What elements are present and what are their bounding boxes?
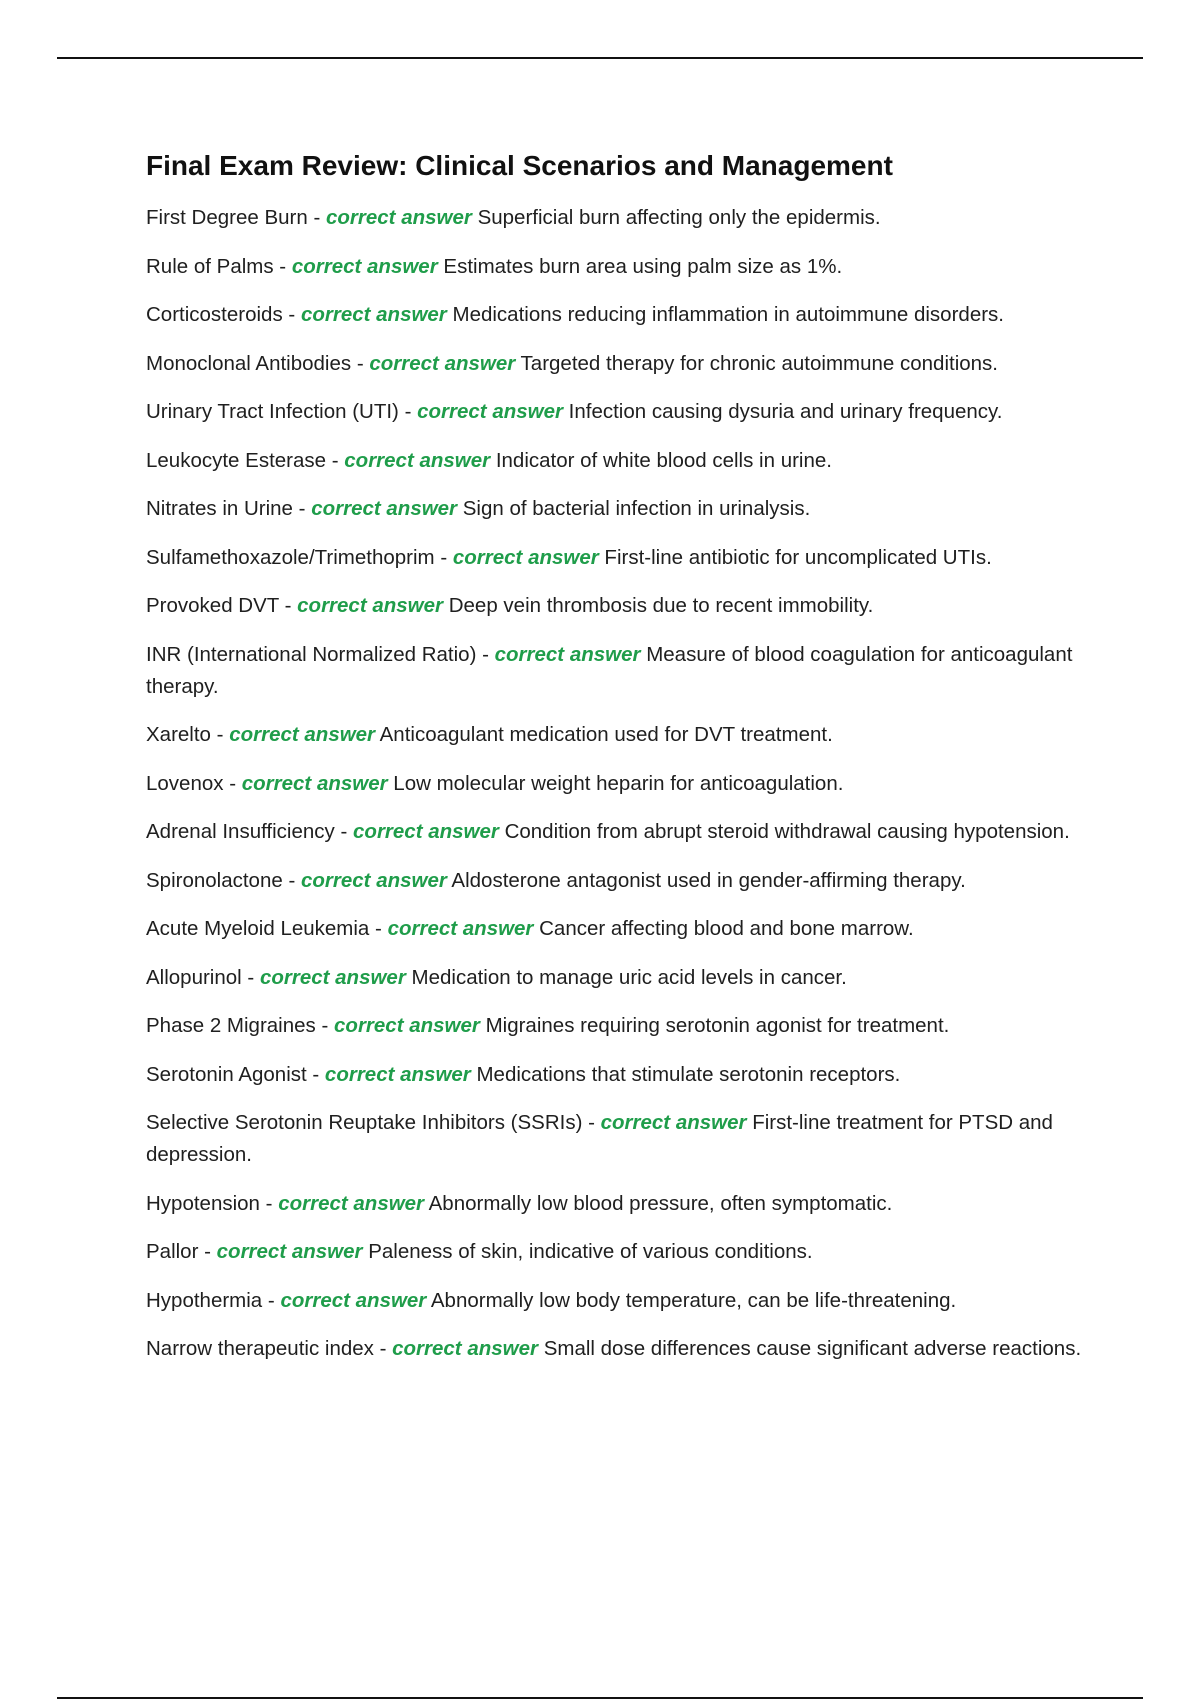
entry-term: Serotonin Agonist xyxy=(146,1062,307,1086)
flashcard-entry xyxy=(146,768,1086,800)
entry-definition: Superficial burn affecting only the epidermis. xyxy=(477,206,881,229)
flashcard-entry xyxy=(146,913,1086,945)
entry-term: Adrenal Insufficiency xyxy=(146,820,335,843)
entry-term: Hypotension xyxy=(146,1191,260,1215)
correct-answer-label: correct answer xyxy=(229,723,376,746)
flashcard-entry xyxy=(146,816,1086,848)
entry-term: INR (International Normalized Ratio) xyxy=(146,642,477,666)
entry-definition: Abnormally low body temperature, can be life-threatening. xyxy=(430,1288,957,1312)
document-title: Final Exam Review: Clinical Scenarios and Management xyxy=(146,150,893,181)
flashcard-entry xyxy=(146,1059,1086,1091)
entry-separator: - xyxy=(282,868,301,892)
correct-answer-label: correct answer xyxy=(600,1111,747,1134)
flashcard-entry xyxy=(146,1010,1086,1042)
entry-separator: - xyxy=(262,1288,281,1312)
entry-separator: - xyxy=(223,771,242,795)
flashcard-entry xyxy=(146,590,1086,622)
entry-definition: Cancer affecting blood and bone marrow. xyxy=(539,917,914,940)
flashcard-entry xyxy=(146,1285,1086,1317)
entry-term: First Degree Burn xyxy=(146,206,308,229)
entry-separator: - xyxy=(210,723,230,746)
entry-term: Lovenox xyxy=(146,771,224,795)
entry-definition: Deep vein thrombosis due to recent immobility. xyxy=(448,594,874,617)
correct-answer-label: correct answer xyxy=(369,351,516,375)
entry-separator: - xyxy=(398,400,418,423)
flashcard-entry xyxy=(146,396,1086,428)
entry-term: Leukocyte Esterase xyxy=(146,448,327,472)
flashcard-entry xyxy=(146,962,1086,994)
entry-definition: Low molecular weight heparin for anticoagulation. xyxy=(393,771,844,795)
footer-rule xyxy=(57,1697,1143,1699)
entry-definition: Paleness of skin, indicative of various conditions. xyxy=(368,1240,813,1263)
entry-separator: - xyxy=(351,351,370,375)
entry-term: Sulfamethoxazole/Trimethoprim xyxy=(146,545,435,569)
correct-answer-label: correct answer xyxy=(291,254,438,278)
entry-separator: - xyxy=(198,1240,217,1263)
correct-answer-label: correct answer xyxy=(300,303,447,326)
entry-term: Provoked DVT xyxy=(146,594,279,617)
correct-answer-label: correct answer xyxy=(216,1240,363,1263)
correct-answer-label: correct answer xyxy=(297,594,444,617)
entry-definition: Infection causing dysuria and urinary frequency. xyxy=(568,400,1003,423)
flashcard-entry xyxy=(146,1236,1086,1268)
entry-definition: Targeted therapy for chronic autoimmune conditions. xyxy=(520,351,999,375)
entry-term: Narrow therapeutic index xyxy=(146,1337,374,1360)
entry-separator: - xyxy=(326,448,345,472)
flashcard-entry xyxy=(146,493,1086,525)
entry-term: Rule of Palms xyxy=(146,254,274,278)
entry-definition: Medications that stimulate serotonin receptors. xyxy=(476,1062,901,1086)
entry-separator: - xyxy=(582,1111,601,1134)
header-rule xyxy=(57,57,1143,59)
entry-definition: Anticoagulant medication used for DVT treatment. xyxy=(379,723,833,746)
entry-term: Corticosteroids xyxy=(146,303,283,326)
entry-definition: Estimates burn area using palm size as 1%. xyxy=(443,254,843,278)
entry-definition: First-line treatment for PTSD and depression. xyxy=(146,1111,1053,1166)
correct-answer-label: correct answer xyxy=(452,545,599,569)
entry-term: Allopurinol xyxy=(146,965,242,989)
entry-term: Phase 2 Migraines xyxy=(146,1014,316,1037)
entry-separator: - xyxy=(273,254,292,278)
correct-answer-label: correct answer xyxy=(334,1014,480,1037)
correct-answer-label: correct answer xyxy=(417,400,563,423)
flashcard-list xyxy=(146,202,1086,1365)
entry-term: Pallor xyxy=(146,1240,199,1263)
entry-separator: - xyxy=(434,545,453,569)
correct-answer-label: correct answer xyxy=(259,965,406,989)
entry-definition: Medication to manage uric acid levels in cancer. xyxy=(411,965,847,989)
entry-separator: - xyxy=(282,303,301,326)
entry-definition: Measure of blood coagulation for anticoagulant therapy. xyxy=(146,642,1073,698)
entry-term: Acute Myeloid Leukemia xyxy=(146,917,370,940)
correct-answer-label: correct answer xyxy=(392,1337,538,1360)
correct-answer-label: correct answer xyxy=(324,1062,471,1086)
entry-term: Nitrates in Urine xyxy=(146,497,293,520)
flashcard-entry xyxy=(146,1107,1086,1171)
entry-definition: Migraines requiring serotonin agonist for treatment. xyxy=(485,1014,950,1037)
entry-separator: - xyxy=(259,1191,279,1215)
document-body xyxy=(146,148,1086,1382)
correct-answer-label: correct answer xyxy=(326,206,472,229)
entry-definition: Condition from abrupt steroid withdrawal causing hypotension. xyxy=(504,820,1070,843)
entry-definition: Sign of bacterial infection in urinalysis. xyxy=(462,497,811,520)
entry-term: Urinary Tract Infection (UTI) xyxy=(146,400,399,423)
correct-answer-label: correct answer xyxy=(300,868,447,892)
flashcard-entry xyxy=(146,639,1086,703)
flashcard-entry xyxy=(146,719,1086,751)
entry-separator: - xyxy=(278,594,298,617)
correct-answer-label: correct answer xyxy=(241,771,388,795)
entry-separator: - xyxy=(292,497,312,520)
entry-separator: - xyxy=(369,917,388,940)
correct-answer-label: correct answer xyxy=(344,448,491,472)
flashcard-entry xyxy=(146,348,1086,380)
correct-answer-label: correct answer xyxy=(387,917,534,940)
entry-definition: Indicator of white blood cells in urine. xyxy=(495,448,832,472)
correct-answer-label: correct answer xyxy=(311,497,458,520)
flashcard-entry xyxy=(146,251,1086,283)
entry-separator: - xyxy=(307,206,326,229)
entry-separator: - xyxy=(476,642,495,666)
entry-term: Xarelto xyxy=(146,723,211,746)
correct-answer-label: correct answer xyxy=(280,1288,427,1312)
entry-definition: Aldosterone antagonist used in gender-affirming therapy. xyxy=(451,868,966,892)
correct-answer-label: correct answer xyxy=(278,1191,425,1215)
flashcard-entry xyxy=(146,1333,1086,1365)
entry-separator: - xyxy=(373,1337,393,1360)
flashcard-entry xyxy=(146,299,1086,331)
entry-definition: Abnormally low blood pressure, often symptomatic. xyxy=(428,1191,893,1215)
entry-term: Spironolactone xyxy=(146,868,283,892)
entry-separator: - xyxy=(241,965,260,989)
entry-term: Hypothermia xyxy=(146,1288,263,1312)
flashcard-entry xyxy=(146,542,1086,574)
entry-definition: Small dose differences cause significant adverse reactions. xyxy=(543,1337,1082,1360)
entry-definition: Medications reducing inflammation in autoimmune disorders. xyxy=(452,303,1004,326)
entry-separator: - xyxy=(315,1014,335,1037)
flashcard-entry xyxy=(146,1188,1086,1220)
flashcard-entry xyxy=(146,865,1086,897)
flashcard-entry xyxy=(146,445,1086,477)
correct-answer-label: correct answer xyxy=(353,820,499,843)
flashcard-entry xyxy=(146,202,1086,234)
entry-separator: - xyxy=(306,1062,325,1086)
entry-term: Selective Serotonin Reuptake Inhibitors (SSRIs) xyxy=(146,1111,583,1134)
entry-separator: - xyxy=(334,820,354,843)
entry-term: Monoclonal Antibodies xyxy=(146,351,352,375)
entry-definition: First-line antibiotic for uncomplicated UTIs. xyxy=(604,545,992,569)
correct-answer-label: correct answer xyxy=(494,642,641,666)
